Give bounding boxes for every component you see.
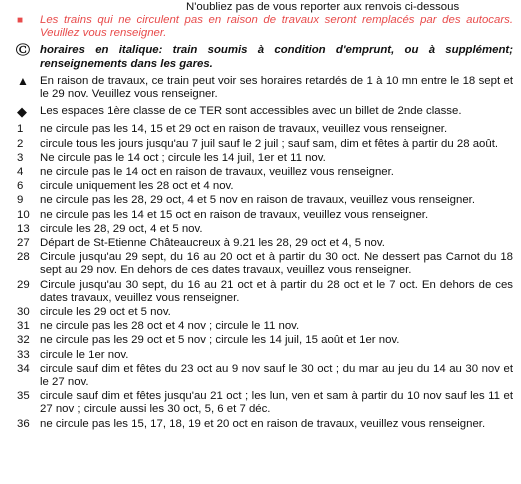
note-number: 4 <box>17 166 24 179</box>
note-number: 36 <box>17 417 30 430</box>
note-number: 34 <box>17 362 30 375</box>
note-text: circule uniquement les 28 oct et 4 nov. <box>40 180 234 193</box>
note-number: 9 <box>17 194 24 207</box>
note-row <box>0 363 521 389</box>
note-number: 6 <box>17 180 24 193</box>
note-number: 30 <box>17 306 30 319</box>
note-row <box>0 306 521 319</box>
note-row <box>0 14 521 40</box>
note-number: 33 <box>17 348 30 361</box>
note-number: 1 <box>17 123 24 136</box>
note-row <box>0 105 521 120</box>
red-square-icon: ■ <box>17 15 24 26</box>
note-number: 2 <box>17 137 24 150</box>
bold-symbol-icon: Ⓒ <box>15 43 31 58</box>
note-text: En raison de travaux, ce train peut voir ses horaires retardés de 1 à 10 mn entre le 18 sept et le 29 nov. Veuillez vous renseigner. <box>40 74 513 101</box>
note-text: circule tous les jours jusqu'au 7 juil sauf le 2 juil ; sauf sam, dim et fêtes à partir du 28 août. <box>40 137 499 150</box>
note-row <box>0 138 521 151</box>
note-row <box>0 320 521 333</box>
note-row <box>0 279 521 305</box>
note-number: 3 <box>17 151 24 164</box>
note-row <box>0 349 521 362</box>
note-text: ne circule pas les 28 oct et 4 nov ; circule le 11 nov. <box>40 320 300 333</box>
note-text: Les espaces 1ère classe de ce TER sont accessibles avec un billet de 2nde classe. <box>40 105 462 118</box>
note-text: Circule jusqu'au 30 sept, du 16 au 21 oct et à partir du 28 oct et le 7 oct. En dehors de ces dates travaux, veuillez vous renseigner. <box>40 278 513 304</box>
note-text: ne circule pas les 15, 17, 18, 19 et 20 oct en raison de travaux, veuillez vous renseigner. <box>40 417 486 430</box>
note-number: 32 <box>17 334 30 347</box>
note-text: circule le 1er nov. <box>40 348 129 361</box>
note-row <box>0 194 521 207</box>
note-row <box>0 123 521 136</box>
note-text: circule les 29 oct et 5 nov. <box>40 306 171 319</box>
diamond-icon: ◆ <box>17 104 27 120</box>
note-text: circule sauf dim et fêtes du 23 oct au 9 nov sauf le 30 oct ; du mar au jeu du 14 au 30 nov et le 27 nov. <box>40 362 513 389</box>
note-row <box>0 166 521 179</box>
note-text: circule sauf dim et fêtes jusqu'au 21 oct ; les lun, ven et sam à partir du 10 nov sauf les 11 et 27 nov ; circule aussi les 30 oct, 5, 6 et 7 déc. <box>40 390 513 416</box>
note-row <box>0 251 521 277</box>
note-row <box>0 75 521 101</box>
note-text: ne circule pas le 14 oct en raison de travaux, veuillez vous renseigner. <box>40 166 394 179</box>
note-text: Départ de St-Etienne Châteaucreux à 9.21 les 28, 29 oct et 4, 5 nov. <box>40 237 385 250</box>
note-text: ne circule pas les 29 oct et 5 nov ; circule les 14 juil, 15 août et 1er nov. <box>40 334 400 347</box>
note-number: 29 <box>17 278 30 291</box>
notes-list <box>0 14 521 431</box>
note-text: ne circule pas les 14, 15 et 29 oct en raison de travaux, veuillez vous renseigner. <box>40 123 448 136</box>
note-row <box>0 209 521 222</box>
note-text: circule les 28, 29 oct, 4 et 5 nov. <box>40 222 203 235</box>
note-number: 35 <box>17 390 30 403</box>
note-number: 10 <box>17 208 30 221</box>
note-number: 13 <box>17 222 30 235</box>
note-number: 28 <box>17 251 30 264</box>
note-text: ne circule pas les 14 et 15 oct en raison de travaux, veuillez vous renseigner. <box>40 208 429 221</box>
note-text: horaires en italique: train soumis à condition d'emprunt, ou à supplément; renseignements dans les gares. <box>40 44 513 70</box>
note-row <box>0 180 521 193</box>
note-number: 31 <box>17 320 30 333</box>
note-row <box>0 334 521 347</box>
note-row <box>0 44 521 70</box>
note-row <box>0 223 521 236</box>
note-text: ne circule pas les 28, 29 oct, 4 et 5 nov en raison de travaux, veuillez vous renseigner. <box>40 194 475 207</box>
note-row <box>0 418 521 431</box>
note-row <box>0 390 521 416</box>
note-text: Circule jusqu'au 29 sept, du 16 au 20 oct et à partir du 30 oct. Ne dessert pas Carnot du 18 sept au 29 nov. En dehors de ces dates travaux, veuillez vous renseigner. <box>40 251 513 277</box>
note-number: 27 <box>17 237 30 250</box>
note-text: Ne circule pas le 14 oct ; circule les 14 juil, 1er et 11 nov. <box>40 151 326 164</box>
notes-header: N'oubliez pas de vous reporter aux renvois ci-dessous <box>186 1 460 13</box>
warning-triangle-icon: ▲ <box>17 73 29 88</box>
note-row <box>0 237 521 250</box>
note-text: Les trains qui ne circulent pas en raison de travaux seront remplacés par des autocars. Veuillez vous renseigner. <box>40 14 513 40</box>
note-row <box>0 152 521 165</box>
